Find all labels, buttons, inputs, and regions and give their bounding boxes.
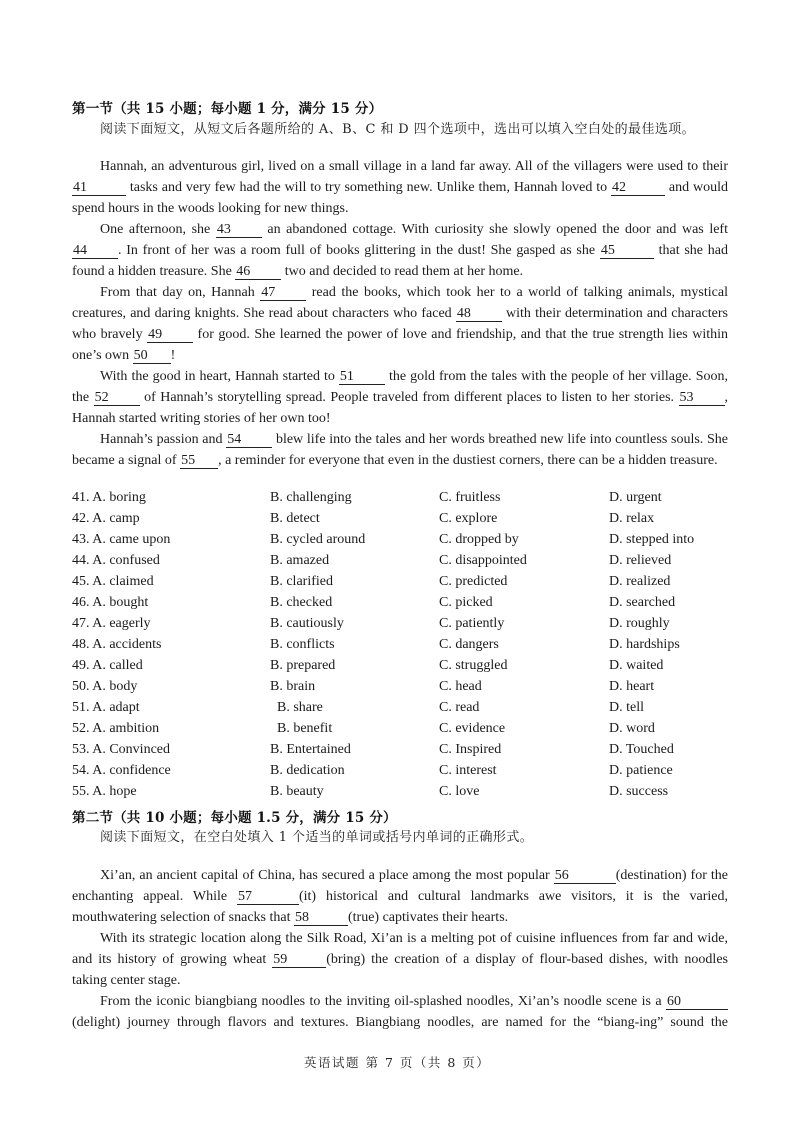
option-c[interactable]: C. patiently	[439, 616, 505, 631]
question-row-47	[72, 613, 732, 634]
page-footer: 英语试题 第 7 页（共 8 页）	[304, 1055, 491, 1070]
passage-line	[72, 907, 728, 928]
option-c[interactable]: C. disappointed	[439, 553, 527, 568]
passage-text: two and decided to read them at her home.	[281, 264, 524, 279]
option-d[interactable]: D. roughly	[609, 616, 670, 631]
question-row-51	[72, 697, 732, 718]
passage-text: (destination) for the	[615, 868, 729, 883]
option-c[interactable]: C. dropped by	[439, 532, 519, 547]
option-c[interactable]: C. interest	[439, 763, 497, 778]
passage-text: enchanting appeal. While	[72, 889, 237, 904]
option-a[interactable]: 43. A. came upon	[72, 532, 171, 547]
option-b[interactable]: B. cautiously	[270, 616, 344, 631]
question-row-44	[72, 550, 732, 571]
passage-line	[72, 865, 728, 886]
passage-line	[72, 219, 728, 240]
passage-text: for good. She learned the power of love and friendship, and that the true strength lies within	[193, 327, 728, 342]
passage-text: Xi’an, an ancient capital of China, has secured a place among the most popular	[100, 868, 554, 883]
passage-line	[72, 177, 728, 198]
option-c[interactable]: C. picked	[439, 595, 493, 610]
passage-line	[72, 1012, 728, 1033]
option-a[interactable]: 54. A. confidence	[72, 763, 171, 778]
question-row-50	[72, 676, 732, 697]
passage-line	[72, 450, 728, 471]
passage-text: and would	[665, 180, 728, 195]
question-row-42	[72, 508, 732, 529]
option-d[interactable]: D. urgent	[609, 490, 662, 505]
passage-text: , a reminder for everyone that even in the dustiest corners, there can be a hidden treasure.	[218, 453, 718, 468]
passage-text: tasks and very few had the will to try something new. Unlike them, Hannah loved to	[126, 180, 612, 195]
option-b[interactable]: B. amazed	[270, 553, 330, 568]
option-c[interactable]: C. evidence	[439, 721, 506, 736]
passage-text: (bring) the creation of a display of flour-based dishes, with noodles	[326, 952, 728, 967]
answer-blank-50[interactable]: 50	[133, 348, 171, 364]
option-d[interactable]: D. tell	[609, 700, 644, 715]
option-b[interactable]: B. share	[277, 700, 323, 715]
question-row-43	[72, 529, 732, 550]
section2-passage	[72, 865, 728, 1033]
option-a[interactable]: 45. A. claimed	[72, 574, 154, 589]
answer-blank-49[interactable]: 49	[147, 327, 193, 343]
section2-instruction: 阅读下面短文，在空白处填入 1 个适当的单词或括号内单词的正确形式。	[100, 830, 534, 845]
section2-heading: 第二节（共 10 小题；每小题 1.5 分，满分 15 分）	[72, 810, 397, 826]
section1-heading: 第一节（共 15 小题；每小题 1 分，满分 15 分）	[72, 101, 383, 117]
option-d[interactable]: D. relax	[609, 511, 655, 526]
passage-text: and its history of growing wheat	[72, 952, 273, 967]
passage-text: (true) captivates their hearts.	[348, 910, 509, 925]
option-b[interactable]: B. clarified	[270, 574, 333, 589]
passage-text: (it) historical and cultural landmarks awe visitors, it is the varied,	[298, 889, 728, 904]
option-a[interactable]: 52. A. ambition	[72, 721, 160, 736]
option-b[interactable]: B. benefit	[277, 721, 333, 736]
answer-blank-57[interactable]: 57	[237, 889, 299, 905]
option-d[interactable]: D. heart	[609, 679, 655, 694]
option-c[interactable]: C. dangers	[439, 637, 499, 652]
answer-blank-55[interactable]: 55	[180, 453, 218, 469]
option-b[interactable]: B. beauty	[270, 784, 324, 799]
option-d[interactable]: D. stepped into	[609, 532, 695, 547]
passage-text: that she had	[653, 243, 728, 258]
option-c[interactable]: C. fruitless	[439, 490, 501, 505]
passage-line	[72, 282, 728, 303]
question-row-48	[72, 634, 732, 655]
answer-blank-56[interactable]: 56	[554, 868, 616, 884]
option-b[interactable]: B. detect	[270, 511, 320, 526]
answer-blank-58[interactable]: 58	[294, 910, 348, 926]
passage-text: mouthwatering selection of snacks that	[72, 910, 294, 925]
answer-blank-48[interactable]: 48	[456, 306, 502, 322]
passage-line	[72, 949, 728, 970]
question-row-55	[72, 781, 732, 802]
option-a[interactable]: 48. A. accidents	[72, 637, 162, 652]
option-a[interactable]: 49. A. called	[72, 658, 143, 673]
option-d[interactable]: D. word	[609, 721, 655, 736]
passage-line	[72, 198, 728, 219]
answer-blank-52[interactable]: 52	[94, 390, 140, 406]
passage-text: read the books, which took her to a world of talking animals, mystical	[306, 285, 728, 300]
passage-text: blew life into the tales and her words breathed new life into countless souls. She	[272, 432, 728, 447]
passage-text: Hannah’s passion and	[100, 432, 227, 447]
answer-blank-59[interactable]: 59	[272, 952, 326, 968]
option-a[interactable]: 47. A. eagerly	[72, 616, 151, 631]
passage-line	[72, 240, 728, 261]
option-a[interactable]: 46. A. bought	[72, 595, 149, 610]
option-c[interactable]: C. Inspired	[439, 742, 502, 757]
passage-line	[72, 387, 728, 408]
passage-text: . In front of her was a room full of books glittering in the dust! She gasped as she	[118, 243, 600, 258]
passage-line	[72, 261, 728, 282]
option-a[interactable]: 53. A. Convinced	[72, 742, 170, 757]
passage-text: With its strategic location along the Silk Road, Xi’an is a melting pot of cuisine influences from far and wide,	[100, 931, 728, 946]
option-d[interactable]: D. success	[609, 784, 669, 799]
answer-blank-44[interactable]: 44	[72, 243, 118, 259]
question-row-53	[72, 739, 732, 760]
passage-text: spend hours in the woods looking for new things.	[72, 201, 349, 216]
passage-line	[72, 991, 728, 1012]
option-d[interactable]: D. patience	[609, 763, 673, 778]
passage-line	[72, 345, 728, 366]
answer-blank-41[interactable]: 41	[72, 180, 126, 196]
option-d[interactable]: D. waited	[609, 658, 664, 673]
option-b[interactable]: B. checked	[270, 595, 333, 610]
option-a[interactable]: 41. A. boring	[72, 490, 146, 505]
passage-text: From that day on, Hannah	[100, 285, 261, 300]
passage-line	[72, 928, 728, 949]
option-b[interactable]: B. brain	[270, 679, 316, 694]
passage-line	[72, 886, 728, 907]
option-b[interactable]: B. Entertained	[270, 742, 351, 757]
option-b[interactable]: B. challenging	[270, 490, 352, 505]
section1-instruction: 阅读下面短文，从短文后各题所给的 A、B、C 和 D 四个选项中，选出可以填入空白处的最佳选项。	[100, 122, 696, 137]
option-a[interactable]: 44. A. confused	[72, 553, 160, 568]
question-row-49	[72, 655, 732, 676]
passage-line	[72, 366, 728, 387]
passage-text: With the good in heart, Hannah started to	[100, 369, 339, 384]
option-c[interactable]: C. read	[439, 700, 480, 715]
passage-text: (delight) journey through flavors and textures. Biangbiang noodles, are named for the “biang-ing” sound the	[72, 1015, 728, 1030]
answer-blank-51[interactable]: 51	[339, 369, 385, 385]
passage-text: Hannah started writing stories of her own too!	[72, 411, 331, 426]
question-row-45	[72, 571, 732, 592]
passage-line	[72, 429, 728, 450]
option-c[interactable]: C. explore	[439, 511, 498, 526]
option-b[interactable]: B. dedication	[270, 763, 345, 778]
option-b[interactable]: B. conflicts	[270, 637, 335, 652]
passage-text: an abandoned cottage. With curiosity she slowly opened the door and was left	[261, 222, 728, 237]
answer-blank-60[interactable]: 60	[666, 994, 728, 1010]
option-c[interactable]: C. head	[439, 679, 482, 694]
question-row-41	[72, 487, 732, 508]
passage-line	[72, 408, 728, 429]
option-c[interactable]: C. love	[439, 784, 480, 799]
passage-text: From the iconic biangbiang noodles to the inviting oil-splashed noodles, Xi’an’s noodle scene is a	[100, 994, 666, 1009]
option-c[interactable]: C. struggled	[439, 658, 508, 673]
passage-text: creatures, and daring knights. She read about characters who faced	[72, 306, 456, 321]
passage-text: One afternoon, she	[100, 222, 216, 237]
passage-text: the gold from the tales with the people of her village. Soon,	[384, 369, 729, 384]
option-d[interactable]: D. searched	[609, 595, 676, 610]
passage-text: taking center stage.	[72, 973, 181, 988]
passage-text: Hannah, an adventurous girl, lived on a small village in a land far away. All of the villagers were used to their	[100, 159, 728, 174]
passage-line	[72, 970, 728, 991]
passage-text: of Hannah’s storytelling spread. People traveled from different places to listen to her stories.	[139, 390, 679, 405]
option-a[interactable]: 50. A. body	[72, 679, 138, 694]
answer-blank-46[interactable]: 46	[235, 264, 281, 280]
answer-blank-42[interactable]: 42	[611, 180, 665, 196]
section1-options-table	[72, 487, 732, 802]
option-d[interactable]: D. hardships	[609, 637, 680, 652]
answer-blank-43[interactable]: 43	[216, 222, 262, 238]
question-row-52	[72, 718, 732, 739]
option-d[interactable]: D. realized	[609, 574, 671, 589]
option-a[interactable]: 55. A. hope	[72, 784, 137, 799]
question-row-46	[72, 592, 732, 613]
passage-text: one’s own	[72, 348, 133, 363]
option-b[interactable]: B. prepared	[270, 658, 336, 673]
option-d[interactable]: D. relieved	[609, 553, 672, 568]
option-a[interactable]: 42. A. camp	[72, 511, 140, 526]
passage-text: became a signal of	[72, 453, 181, 468]
question-row-54	[72, 760, 732, 781]
answer-blank-54[interactable]: 54	[226, 432, 272, 448]
option-d[interactable]: D. Touched	[609, 742, 674, 757]
option-a[interactable]: 51. A. adapt	[72, 700, 140, 715]
passage-text: with their determination and characters	[501, 306, 728, 321]
passage-text: !	[170, 348, 176, 363]
answer-blank-53[interactable]: 53	[679, 390, 725, 406]
answer-blank-47[interactable]: 47	[260, 285, 306, 301]
section1-passage	[72, 156, 728, 471]
option-c[interactable]: C. predicted	[439, 574, 508, 589]
answer-blank-45[interactable]: 45	[600, 243, 654, 259]
passage-line	[72, 324, 728, 345]
passage-text: who bravely	[72, 327, 148, 342]
passage-line	[72, 303, 728, 324]
passage-text: the	[72, 390, 94, 405]
option-b[interactable]: B. cycled around	[270, 532, 366, 547]
passage-text: found a hidden treasure. She	[72, 264, 236, 279]
passage-line	[72, 156, 728, 177]
passage-text: ,	[724, 390, 728, 405]
